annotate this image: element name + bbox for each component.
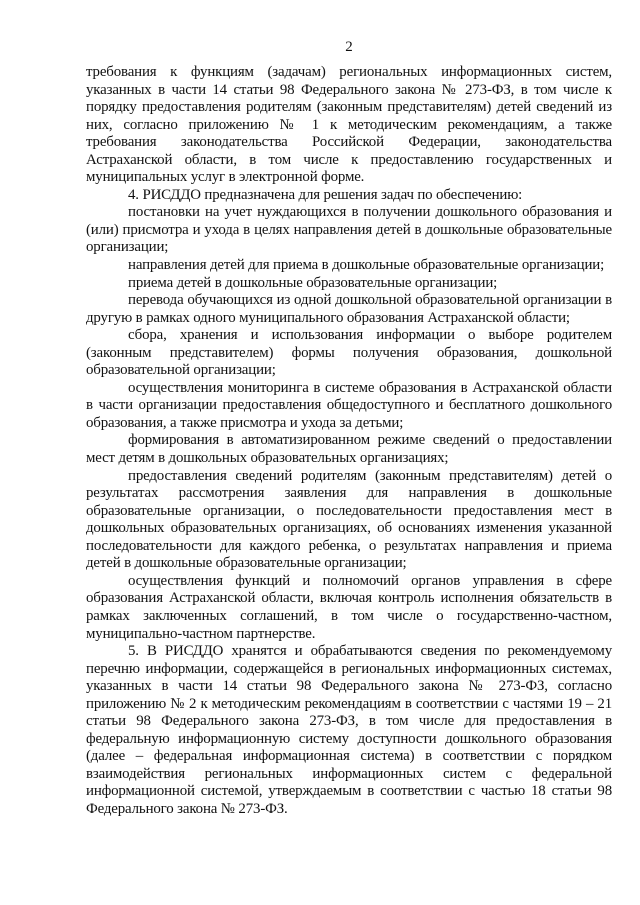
document-page: [86, 38, 612, 819]
list-item: формирования в автоматизированном режиме сведений о предоставлении мест детям в дошкольных образовательных организациях;: [86, 432, 612, 467]
list-item: предоставления сведений родителям (законным представителям) детей о результатах рассмотрения заявления для направления в дошкольные образовательные организации, о последовательности предоставления мест в дошкольных образовательных организациях, об основаниях изменения указанной последовательности для каждого ребенка, о результатах направления и приема детей в дошкольные образовательные организации;: [86, 467, 612, 572]
list-item: приема детей в дошкольные образовательные организации;: [128, 274, 498, 291]
list-item: направления детей для приема в дошкольные образовательные организации;: [128, 257, 605, 274]
paragraph: требования к функциям (задачам) региональных информационных систем, указанных в части 14 статьи 98 Федерального закона № 273-ФЗ, в том числе к порядку предоставления родителям (законным представителям) детей сведений из них, согласно приложению № 1 к методическим рекомендациям, а также требования законодательства Российской Федерации, законодательства Астраханской области, в том числе к предоставлению государственных и муниципальных услуг в электронной форме.: [86, 64, 612, 186]
list-item: перевода обучающихся из одной дошкольной образовательной организации в другую в рамках одного муниципального образования Астраханской области;: [86, 292, 612, 326]
paragraph: 5. В РИСДДО хранятся и обрабатываются сведения по рекомендуемому перечню информации, содержащейся в региональных информационных системах, указанных в части 14 статьи 98 Федерального закона № 273-ФЗ, согласно приложению № 2 к методическим рекомендациям в соответствии с частями 19 – 21 статьи 98 Федерального закона 273-ФЗ, в том числе для предоставления в федеральную информационную систему доступности дошкольного образования (далее – федеральная информационная система) в соответствии с порядком взаимодействия региональных информационных систем с федеральной информационной системой, утверждаемым в соответствии с частью 18 статьи 98 Федерального закона № 273-ФЗ.: [86, 643, 612, 817]
list-item: осуществления мониторинга в системе образования в Астраханской области в части организации предоставления общедоступного и бесплатного дошкольного образования, а также присмотра и ухода за детьми;: [86, 379, 612, 431]
list-item: сбора, хранения и использования информации о выборе родителем (законным представителем) формы получения образования, дошкольной образовательной организации;: [86, 327, 612, 379]
list-item: постановки на учет нуждающихся в получении дошкольного образования и (или) присмотра и ухода в целях направления детей в дошкольные образовательные организации;: [86, 204, 612, 256]
paragraph: 4. РИСДДО предназначена для решения задач по обеспечению:: [128, 186, 523, 203]
list-item: осуществления функций и полномочий органов управления в сфере образования Астраханской области, включая контроль исполнения обязательств в рамках заключенных соглашений, в том числе о государственно-частном, муниципально-частном партнерстве.: [86, 572, 612, 642]
document-body: [86, 64, 612, 819]
page-number: 2: [345, 39, 353, 55]
